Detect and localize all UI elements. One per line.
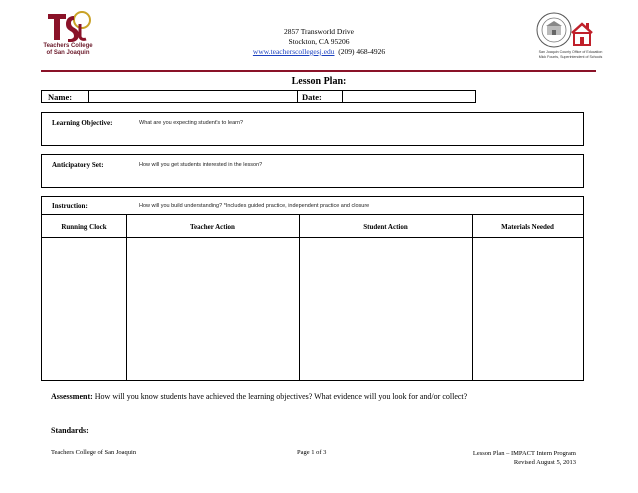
header-divider: [41, 70, 596, 72]
footer-page-number: Page 1 of 3: [297, 449, 327, 456]
address-line2: Stockton, CA 95206: [288, 37, 350, 46]
website-link[interactable]: www.teacherscollegesj.edu: [252, 47, 335, 56]
name-date-bar: [41, 90, 476, 103]
tcsj-logo-text: [28, 43, 108, 57]
instruction-prompt: How will you build understanding? *Includes guided practice, independent practice and closure: [139, 203, 370, 209]
anticipatory-set-prompt: How will you get students interested in the lesson?: [139, 162, 263, 168]
column-header-running-clock: Running Clock: [61, 223, 107, 231]
instruction-label: Instruction:: [52, 202, 88, 210]
footer-institution: Teachers College of San Joaquin: [51, 449, 137, 456]
address-line1: 2857 Transworld Drive: [283, 27, 354, 36]
instruction-box: [41, 196, 584, 215]
column-header-student-action: Student Action: [363, 223, 408, 231]
footer-program: [440, 449, 576, 467]
standards-label: Standards:: [51, 426, 89, 435]
learning-objective-box[interactable]: [41, 112, 584, 146]
page-title: Lesson Plan:: [291, 76, 347, 87]
anticipatory-set-box[interactable]: [41, 154, 584, 188]
instruction-table: [41, 214, 584, 381]
learning-objective-prompt: What are you expecting student's to learn?: [139, 120, 244, 126]
cell-materials-needed[interactable]: [473, 239, 583, 380]
address-block: [200, 27, 438, 57]
logo-text-line1: Teachers College: [43, 43, 93, 49]
schoolhouse-icon: [570, 21, 594, 47]
date-divider: [297, 90, 298, 103]
logo-text-line2: of San Joaquin: [46, 50, 90, 56]
learning-objective-label: Learning Objective:: [52, 119, 113, 127]
tcsj-logo: [28, 10, 108, 65]
tcsj-logo-icon: [44, 10, 94, 42]
county-office-logo: [528, 12, 613, 67]
assessment-section: [51, 392, 467, 401]
table-header-row: [42, 214, 583, 238]
phone-number: (209) 468-4926: [338, 47, 386, 56]
anticipatory-set-label: Anticipatory Set:: [52, 161, 104, 169]
cell-student-action[interactable]: [300, 239, 472, 380]
name-label: Name:: [48, 92, 73, 102]
assessment-label: Assessment:: [51, 392, 93, 401]
name-field[interactable]: [89, 91, 297, 102]
cell-teacher-action[interactable]: [127, 239, 299, 380]
column-header-materials-needed: Materials Needed: [501, 223, 554, 231]
contact-line: [200, 47, 438, 57]
date-label: Date:: [302, 92, 322, 102]
caption-line2: Mick Founts, Superintendent of Schools: [538, 55, 603, 59]
footer-program-line1: Lesson Plan – IMPACT Intern Program: [472, 450, 576, 457]
column-header-teacher-action: Teacher Action: [190, 223, 235, 231]
caption-line1: San Joaquin County Office of Education: [538, 50, 603, 54]
footer-revised-date: Revised August 5, 2013: [513, 459, 576, 466]
county-seal-icon: [536, 12, 572, 48]
date-field[interactable]: [343, 91, 475, 102]
assessment-text: How will you know students have achieved the learning objectives? What evidence will you look for and/or collect?: [92, 392, 468, 401]
cell-running-clock[interactable]: [42, 239, 126, 380]
county-office-caption: [528, 50, 613, 60]
